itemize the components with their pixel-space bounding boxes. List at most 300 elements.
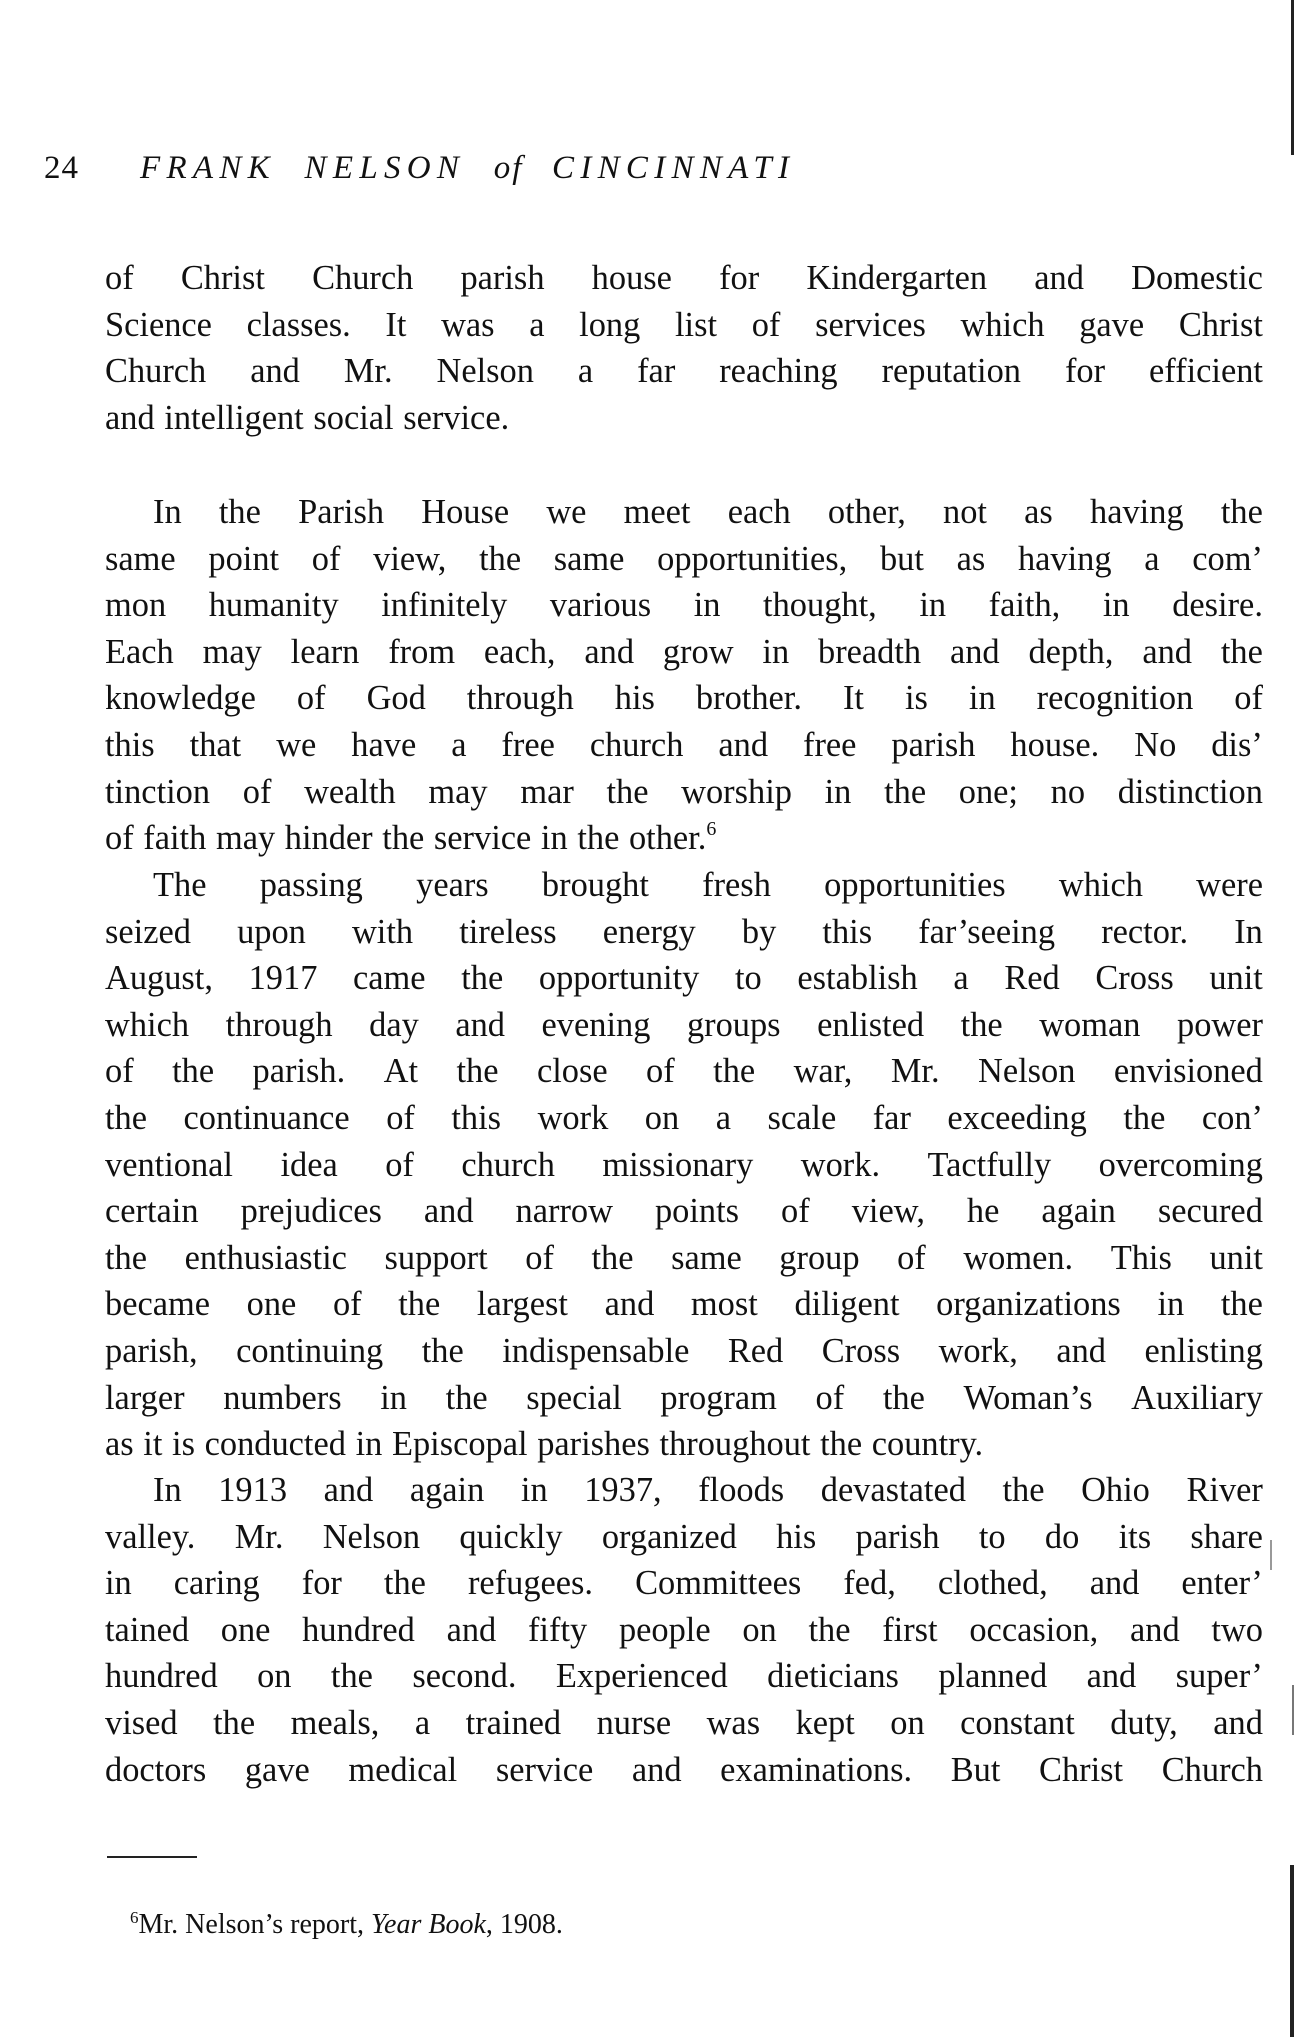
word: seized	[105, 912, 191, 951]
word: duty,	[1110, 1703, 1178, 1742]
word: list	[675, 305, 718, 344]
text-line	[105, 348, 1263, 395]
word: service	[433, 819, 532, 858]
word: as	[105, 1425, 134, 1464]
word: and	[1142, 632, 1192, 671]
word: upon	[237, 912, 306, 951]
word: the	[213, 1703, 256, 1742]
text-line	[105, 675, 1263, 722]
word: distinction	[1117, 772, 1263, 811]
word: support	[384, 1238, 488, 1277]
word: hinder	[284, 819, 373, 858]
word: In	[153, 1471, 182, 1509]
word: the	[808, 1610, 851, 1649]
word: and	[323, 1471, 374, 1509]
word: various	[549, 586, 652, 625]
word: to	[735, 959, 762, 998]
word: Nelson	[977, 1052, 1076, 1091]
word: and	[1086, 1657, 1137, 1696]
word: worship	[681, 772, 792, 811]
word: caring	[173, 1564, 260, 1603]
word: ventional	[105, 1145, 233, 1184]
word: on	[257, 1657, 292, 1696]
word: the	[882, 1378, 925, 1417]
word: efficient	[1149, 352, 1263, 391]
word: in	[355, 1425, 383, 1464]
word: mon	[105, 586, 167, 625]
word: have	[351, 725, 417, 764]
text-line	[105, 1095, 1263, 1142]
word: con’	[1201, 1098, 1263, 1137]
word: Christ	[1178, 305, 1263, 344]
word: parish,	[105, 1331, 198, 1370]
word: women.	[963, 1238, 1074, 1277]
word: in	[520, 1471, 548, 1509]
word: this	[822, 912, 873, 951]
word: Christ	[1039, 1750, 1124, 1789]
word: this	[105, 725, 155, 764]
word: through	[225, 1005, 333, 1044]
word: opportunity	[538, 959, 700, 998]
word: in	[1102, 586, 1130, 625]
word: is	[904, 679, 928, 718]
word: planned	[938, 1657, 1048, 1696]
footnote-book-title: Year Book	[371, 1909, 486, 1940]
text-line	[105, 909, 1263, 956]
word: of	[105, 1052, 134, 1091]
word: This	[1110, 1238, 1172, 1277]
word: the	[1002, 1471, 1045, 1509]
word: view,	[851, 1192, 925, 1231]
word: At	[383, 1052, 419, 1091]
word: breadth	[818, 632, 922, 671]
running-title	[140, 143, 795, 193]
word: by	[741, 912, 777, 951]
word: no	[1050, 772, 1086, 811]
word: this	[451, 1098, 502, 1137]
word: faith,	[988, 586, 1061, 625]
word: medical	[348, 1750, 458, 1789]
word: of	[242, 772, 272, 811]
footnote-text-end: , 1908.	[485, 1909, 563, 1940]
word: two	[1211, 1610, 1263, 1649]
word: the	[105, 1098, 148, 1137]
word: valley.	[105, 1517, 196, 1556]
word: floods	[698, 1471, 785, 1509]
word: in	[540, 819, 568, 858]
word: with	[351, 912, 414, 951]
word: fifty	[527, 1610, 588, 1649]
word: war,	[793, 1052, 853, 1091]
word: point	[208, 539, 280, 578]
footnote-marker: 6	[130, 1908, 139, 1927]
word: doctors	[105, 1750, 207, 1789]
word: far’seeing	[918, 912, 1056, 951]
word: other,	[827, 493, 906, 531]
word: quickly	[459, 1517, 563, 1556]
word: Christ	[180, 259, 265, 297]
word: reputation	[881, 352, 1022, 391]
word: brother.	[695, 679, 802, 718]
word: kept	[795, 1703, 855, 1742]
word: Church	[312, 259, 414, 297]
text-line	[105, 1328, 1263, 1375]
word: which	[105, 1005, 190, 1044]
word: through	[466, 679, 574, 718]
word: the	[1123, 1098, 1166, 1137]
word: the	[960, 1005, 1003, 1044]
word: in	[1157, 1285, 1185, 1324]
word: humanity	[208, 586, 339, 625]
word: share	[1190, 1517, 1263, 1556]
word: one	[220, 1610, 271, 1649]
word: the	[105, 1238, 148, 1277]
word: the	[577, 819, 620, 858]
text-line	[105, 1002, 1263, 1049]
word: parishes	[537, 1425, 650, 1464]
text-line	[105, 769, 1263, 816]
word: desire.	[1172, 586, 1263, 625]
word: and	[631, 1750, 682, 1789]
word: service	[495, 1750, 594, 1789]
word: larger	[105, 1378, 185, 1417]
text-line	[105, 1188, 1263, 1235]
word: country.	[871, 1425, 984, 1464]
word: continuance	[183, 1098, 350, 1137]
word: one;	[958, 772, 1018, 811]
word: the	[606, 772, 649, 811]
word: Kindergarten	[806, 259, 988, 297]
word: establish	[797, 959, 918, 998]
word: same	[671, 1238, 742, 1277]
word: of	[296, 679, 326, 718]
word: one	[246, 1285, 297, 1324]
word: special	[526, 1378, 622, 1417]
text-line	[105, 862, 1263, 909]
word: a	[414, 1703, 431, 1742]
word: The	[153, 866, 207, 904]
word: Nelson	[436, 352, 534, 391]
word: a	[715, 1098, 731, 1137]
word: program	[660, 1378, 777, 1417]
text-line	[105, 302, 1263, 349]
word: super’	[1175, 1657, 1263, 1696]
word: tained	[105, 1610, 190, 1649]
word: evening	[541, 1005, 651, 1044]
paragraph-red-cross	[105, 862, 1263, 1468]
word: work	[537, 1098, 609, 1137]
word: thought,	[763, 586, 877, 625]
word: parish	[460, 259, 545, 297]
word: of	[525, 1238, 554, 1277]
word: hundred	[302, 1610, 415, 1649]
word: knowledge	[105, 679, 256, 718]
text-line	[105, 1514, 1263, 1561]
word: Church	[105, 352, 207, 391]
word: August,	[105, 959, 213, 998]
word: envisioned	[1113, 1052, 1263, 1091]
word: tinction	[105, 772, 211, 811]
word: which	[1058, 866, 1143, 904]
word: occasion,	[969, 1610, 1099, 1649]
word: passing	[259, 866, 363, 904]
word: a	[953, 959, 969, 998]
word: But	[950, 1750, 1001, 1789]
text-line	[105, 1653, 1263, 1700]
text-line	[105, 1281, 1263, 1328]
word: scale	[767, 1098, 837, 1137]
word: River	[1186, 1471, 1263, 1509]
word: 1917	[248, 959, 318, 998]
word: certain	[105, 1192, 199, 1231]
footnote	[130, 1905, 563, 1945]
word: In	[1234, 912, 1263, 951]
word: and	[1056, 1331, 1106, 1370]
word: Mr.	[234, 1517, 284, 1556]
word: of	[897, 1238, 926, 1277]
word: was	[441, 305, 495, 344]
word: on	[742, 1610, 777, 1649]
word: of	[1234, 679, 1263, 718]
word: devastated	[820, 1471, 966, 1509]
word: far	[637, 352, 676, 391]
word: and	[949, 632, 1000, 671]
word: Committees	[635, 1564, 802, 1603]
scan-speck	[1270, 1540, 1272, 1570]
text-line	[105, 1235, 1263, 1282]
word: and	[455, 1005, 505, 1044]
word: Woman’s	[963, 1378, 1093, 1417]
word: and	[1213, 1703, 1263, 1742]
word: the	[218, 493, 261, 531]
word: as	[1024, 493, 1053, 531]
word: of	[751, 305, 781, 344]
word: meet	[623, 493, 691, 531]
word: for	[719, 259, 760, 297]
word: the	[820, 1425, 863, 1464]
word: faith	[143, 819, 207, 858]
word: a	[577, 352, 594, 391]
word: intelligent	[164, 398, 304, 437]
word: narrow	[515, 1192, 613, 1231]
word: infinitely	[381, 586, 508, 625]
word: of	[646, 1052, 675, 1091]
running-header	[44, 143, 1244, 193]
word: depth,	[1028, 632, 1114, 671]
scan-page-edge-mid	[1292, 1685, 1294, 1735]
word: may	[428, 772, 488, 811]
word: house	[591, 259, 672, 297]
word: gave	[1079, 305, 1145, 344]
word: opportunities,	[657, 539, 848, 578]
word: House	[421, 493, 510, 531]
word: a	[529, 305, 545, 344]
page-number: 24	[44, 150, 79, 186]
word: recognition	[1036, 679, 1194, 718]
word: that	[189, 725, 242, 764]
word: Church	[1161, 1750, 1263, 1789]
word: in	[380, 1378, 408, 1417]
word: Each	[105, 632, 174, 671]
word: fresh	[702, 866, 771, 904]
word: largest	[476, 1285, 568, 1324]
word: unit	[1209, 1238, 1263, 1277]
word: the	[1220, 493, 1263, 531]
word: of	[386, 1098, 415, 1137]
word: tireless	[459, 912, 557, 951]
word: and	[423, 1192, 474, 1231]
word: exceeding	[947, 1098, 1087, 1137]
word: It	[842, 679, 864, 718]
word: the	[461, 959, 504, 998]
word: energy	[602, 912, 696, 951]
word: in	[919, 586, 947, 625]
text-line	[105, 1375, 1263, 1422]
word: opportunities	[824, 866, 1006, 904]
word: indispensable	[502, 1331, 690, 1370]
word: to	[978, 1517, 1006, 1556]
running-title-of: of	[493, 150, 524, 186]
word: diligent	[794, 1285, 900, 1324]
word: came	[353, 959, 426, 998]
word: Ohio	[1081, 1471, 1150, 1509]
word: long	[579, 305, 641, 344]
word: in	[762, 632, 790, 671]
word: each,	[483, 632, 556, 671]
word: groups	[686, 1005, 781, 1044]
word: conducted	[204, 1425, 346, 1464]
word: and	[1089, 1564, 1140, 1603]
word: mar	[520, 772, 574, 811]
word: having	[1090, 493, 1184, 531]
word: day	[369, 1005, 419, 1044]
word: service.	[403, 398, 510, 437]
word: grow	[662, 632, 734, 671]
word: on	[644, 1098, 680, 1137]
word: view,	[373, 539, 447, 578]
word: we	[546, 493, 587, 531]
word: Red	[727, 1331, 784, 1370]
word: the	[382, 819, 425, 858]
word: we	[276, 725, 317, 764]
word: the	[421, 1331, 464, 1370]
word: numbers	[223, 1378, 342, 1417]
word: each	[727, 493, 791, 531]
word: of	[332, 1285, 362, 1324]
word: years	[416, 866, 489, 904]
word: parish.	[252, 1052, 346, 1091]
word: reaching	[719, 352, 838, 391]
word: unit	[1209, 959, 1263, 998]
word: No	[1134, 725, 1177, 764]
scan-page-edge-top	[1291, 0, 1294, 155]
word: is	[172, 1425, 195, 1464]
word: Tactfully	[927, 1145, 1052, 1184]
word: may	[215, 819, 276, 858]
word: in	[105, 1564, 132, 1603]
word: classes.	[246, 305, 351, 344]
word: Mr.	[343, 352, 393, 391]
word: and	[1034, 259, 1084, 297]
word: and	[604, 1285, 655, 1324]
word: the	[330, 1657, 373, 1696]
text-line	[105, 629, 1263, 676]
word: secured	[1157, 1192, 1263, 1231]
word: and	[250, 352, 300, 391]
word: enlisted	[817, 1005, 925, 1044]
word: Domestic	[1131, 259, 1263, 297]
word: and	[584, 632, 635, 671]
text-line	[105, 1048, 1263, 1095]
word: and	[1130, 1610, 1180, 1649]
word: second.	[412, 1657, 517, 1696]
text-line	[105, 395, 1263, 442]
text-line	[105, 582, 1263, 629]
word: first	[882, 1610, 938, 1649]
word: social	[313, 398, 394, 437]
word: close	[536, 1052, 608, 1091]
word: for	[1064, 352, 1106, 391]
word: Cross	[1095, 959, 1174, 998]
word: clothed,	[937, 1564, 1048, 1603]
word: a	[451, 725, 467, 764]
word: house.	[1010, 725, 1100, 764]
word: of	[815, 1378, 845, 1417]
word: gave	[244, 1750, 310, 1789]
word: and	[105, 398, 155, 437]
word: Parish	[298, 493, 385, 531]
word: services	[815, 305, 926, 344]
word: group	[779, 1238, 860, 1277]
word: do	[1044, 1517, 1080, 1556]
word: power	[1177, 1005, 1263, 1044]
word: and	[718, 725, 769, 764]
word: same	[553, 539, 625, 578]
quoted-paragraph	[105, 489, 1263, 862]
word: fed,	[843, 1564, 896, 1603]
word: work.	[800, 1145, 881, 1184]
word: again	[1041, 1192, 1116, 1231]
word: prejudices	[240, 1192, 382, 1231]
word: continuing	[236, 1331, 384, 1370]
word: the	[398, 1285, 441, 1324]
word: other.$^6$	[628, 818, 717, 858]
word: Cross	[821, 1331, 901, 1370]
footnote-reference[interactable]: 6	[706, 818, 717, 841]
word: of	[781, 1192, 810, 1231]
word: Experienced	[555, 1657, 728, 1696]
word: woman	[1039, 1005, 1141, 1044]
word: missionary	[602, 1145, 754, 1184]
word: was	[706, 1703, 761, 1742]
text-line	[105, 1607, 1263, 1654]
word: points	[654, 1192, 740, 1231]
word: the	[479, 539, 522, 578]
word: most	[690, 1285, 758, 1324]
word: parish	[891, 725, 976, 764]
word: his	[776, 1517, 817, 1556]
word: refugees.	[467, 1564, 594, 1603]
word: the	[1220, 1285, 1263, 1324]
word: same	[105, 539, 176, 578]
word: 1913	[218, 1471, 288, 1509]
word: trained	[465, 1703, 562, 1742]
word: learn	[290, 632, 360, 671]
word: again	[409, 1471, 485, 1509]
word: the	[1220, 632, 1263, 671]
text-line	[105, 1560, 1263, 1607]
word: for	[301, 1564, 342, 1603]
